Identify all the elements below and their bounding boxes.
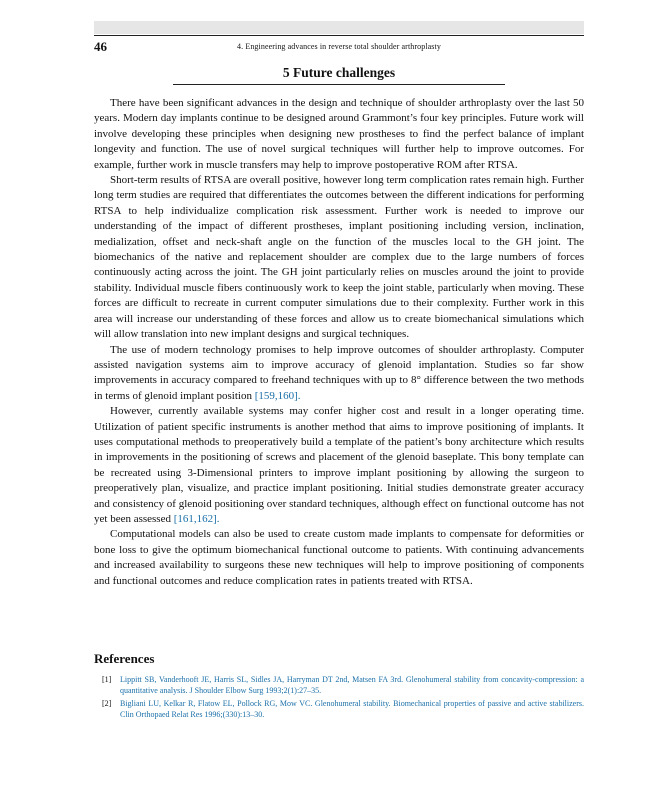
paragraph-3 (94, 343, 584, 405)
paragraph-text: However, currently available systems may confer higher cost and result in a longer operating time. Utilization of patient specific instruments is another method that aims to improve positioning of implants. It uses computational methods to preoperatively build a template of the patient’s bony architecture which results in improvements in the positioning of screws and placement of the glenoid baseplate. This bony template can be recreated using 3-Dimensional printers to improve implant positioning by allowing the surgeon to preoperatively plan, visualize, and practice implant positioning. Initial studies demonstrate greater accuracy and consistency of glenoid positioning over standard techniques, although effect on functional outcome has not yet been assessed (94, 405, 584, 525)
paragraph-2 (94, 173, 584, 342)
reference-item (94, 699, 584, 720)
citation-link[interactable]: [161,162]. (173, 512, 220, 525)
page-number: 46 (94, 39, 107, 54)
header-rule (94, 35, 584, 36)
paragraph-text: Computational models can also be used to create custom made implants to compensate for deformities or bone loss to give the optimum biomechanical functional outcome to patients. With continuing advancements and increased availability to surgeons these new techniques will help to improve positioning of components and functional outcomes and reduce complication rates in patients treated with RTSA. (94, 528, 584, 587)
references-heading: References (94, 651, 155, 666)
references-section (94, 651, 584, 723)
reference-number: [1] (102, 675, 112, 684)
paragraph-5 (94, 527, 584, 589)
running-title: 4. Engineering advances in reverse total shoulder arthroplasty (237, 42, 441, 51)
reference-link[interactable]: Bigliani LU, Kelkar R, Flatow EL, Pollock RG, Mow VC. Glenohumeral stability. Biomechanical properties of passive and active stabilizers. Clin Orthopaed Relat Res 1996;(330):13–30. (120, 699, 584, 719)
header-bar (94, 21, 584, 34)
paragraph-text: The use of modern technology promises to help improve outcomes of shoulder arthroplasty. Computer assisted navigation systems aim to improve accuracy of glenoid implantation. Studies so far show improvements in accuracy compared to freehand techniques with up to 8° difference between the two methods in terms of glenoid implant position (94, 343, 584, 402)
body-text (94, 96, 584, 589)
section-rule (173, 84, 505, 85)
reference-link[interactable]: Lippitt SB, Vanderhooft JE, Harris SL, Sidles JA, Harryman DT 2nd, Matsen FA 3rd. Glenohumeral stability from concavity-compression: a quantitative analysis. J Shoulder Elbow Surg 1993;2(1):27–35. (120, 675, 584, 695)
paragraph-4 (94, 404, 584, 527)
citation-link[interactable]: [159,160]. (254, 389, 301, 402)
paragraph-text: There have been significant advances in the design and technique of shoulder arthroplasty over the last 50 years. Modern day implants continue to be designed around Grammont’s four key principles. Future work will involve developing these principles when designing new prostheses to find the perfect balance of implant longevity and function. The use of novel surgical techniques will further help to improve outcomes. For example, further work in muscle transfers may help to improve postoperative ROM after RTSA. (94, 97, 584, 171)
paragraph-1 (94, 96, 584, 173)
paragraph-text: Short-term results of RTSA are overall positive, however long term complication rates remain high. Further long term studies are required that differentiates the outcomes between the different indications for performing RTSA to help individualize complication risk assessment. Further work is needed to improve our understanding of the impact of different prostheses, implant positioning including version, inclination, medialization, offset and neck-shaft angle on the function of the muscles local to the GH joint. The biomechanics of the native and replacement shoulder are complex due to the large numbers of forces continuously acting across the joint. The GH joint particularly relies on muscles around the joint to provide stability. Individual muscle fibers continuously work to keep the joint stable, particularly when moving. These forces are difficult to recreate in current computer simulations due to their complexity. Further work in this area will increase our understanding of these forces and allow us to create biomechanical simulations which will allow translation into new implant designs and surgical techniques. (94, 174, 584, 341)
reference-item (94, 675, 584, 696)
section-title: 5 Future challenges (282, 65, 396, 80)
reference-number: [2] (102, 699, 112, 709)
